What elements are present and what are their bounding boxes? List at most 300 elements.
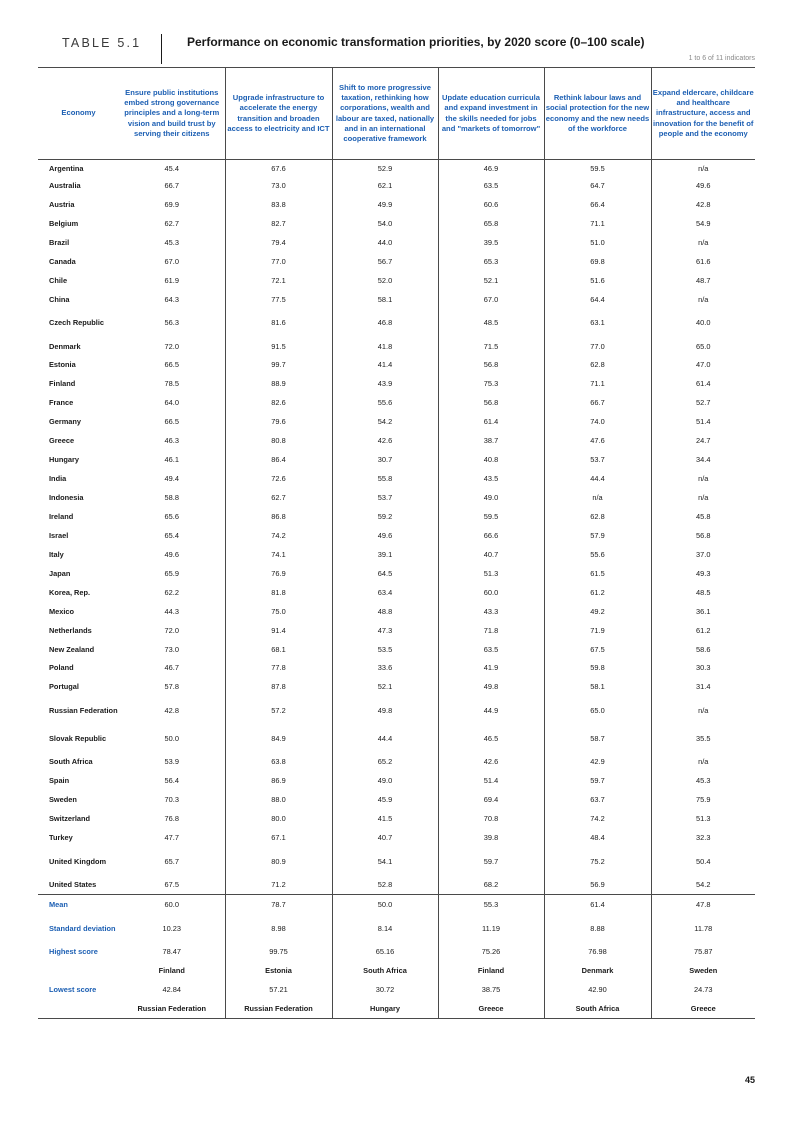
- score-cell: 45.9: [332, 790, 438, 809]
- score-cell: 49.9: [332, 195, 438, 214]
- table-row: [38, 526, 755, 545]
- score-cell: 62.2: [164, 587, 179, 597]
- score-cell: 56.7: [332, 252, 438, 271]
- score-cell: 49.8: [332, 696, 438, 724]
- score-cell: 53.9: [164, 757, 179, 767]
- table-body: [38, 160, 755, 1019]
- economy-name: Belgium: [49, 218, 79, 228]
- score-cell: 46.1: [164, 455, 179, 465]
- score-cell: 46.8: [332, 309, 438, 337]
- score-cell: 63.4: [332, 583, 438, 602]
- score-cell: 35.5: [651, 724, 755, 752]
- economy-name: Czech Republic: [49, 318, 105, 328]
- score-cell: 73.0: [164, 644, 179, 654]
- score-cell: 67.6: [225, 160, 332, 177]
- table-row: [38, 176, 755, 195]
- score-cell: 41.5: [332, 809, 438, 828]
- score-cell: 49.6: [164, 549, 179, 559]
- score-cell: 52.8: [332, 875, 438, 894]
- score-cell: 49.0: [438, 488, 544, 507]
- lowest-economy: Hungary: [332, 999, 438, 1019]
- table-row: [38, 488, 755, 507]
- score-cell: 70.3: [164, 795, 179, 805]
- score-cell: 38.7: [438, 431, 544, 450]
- score-cell: 44.4: [332, 724, 438, 752]
- economy-name: Indonesia: [49, 493, 84, 503]
- score-cell: 65.2: [332, 752, 438, 771]
- table-row: [38, 564, 755, 583]
- highest-value: 65.16: [332, 943, 438, 962]
- score-cell: 41.9: [438, 659, 544, 678]
- column-header-taxation: Shift to more progressive taxation, rethinking how corporations, wealth and labour are taxed, nationally and in an international cooperative framework: [332, 68, 438, 160]
- score-cell: 59.7: [544, 771, 651, 790]
- economy-name: Spain: [49, 776, 70, 786]
- score-cell: 71.2: [225, 875, 332, 894]
- table-row: [38, 412, 755, 431]
- score-cell: 86.9: [225, 771, 332, 790]
- score-cell: 73.0: [225, 176, 332, 195]
- economy-name: Brazil: [49, 237, 70, 247]
- highest-row: [38, 943, 755, 962]
- score-cell: 49.6: [332, 526, 438, 545]
- score-cell: 72.0: [164, 341, 179, 351]
- score-cell: 46.5: [438, 724, 544, 752]
- economy-name: Argentina: [49, 163, 84, 173]
- table-row: [38, 602, 755, 621]
- economy-name: Sweden: [49, 795, 77, 805]
- table-row: [38, 469, 755, 488]
- score-cell: 48.5: [651, 583, 755, 602]
- economy-name: Hungary: [49, 455, 79, 465]
- std-value: 8.88: [544, 914, 651, 943]
- score-cell: 48.8: [332, 602, 438, 621]
- economy-name: Ireland: [49, 511, 74, 521]
- score-cell: 86.4: [225, 450, 332, 469]
- score-cell: 65.6: [164, 511, 179, 521]
- header-row: [38, 68, 755, 160]
- score-cell: 48.7: [651, 271, 755, 290]
- score-cell: 58.7: [544, 724, 651, 752]
- economy-name: Switzerland: [49, 814, 91, 824]
- title-divider: [161, 34, 162, 64]
- table-label: TABLE 5.1: [62, 36, 142, 50]
- score-cell: 80.9: [225, 847, 332, 875]
- score-cell: 66.4: [544, 195, 651, 214]
- table-row: [38, 583, 755, 602]
- score-cell: 30.3: [651, 659, 755, 678]
- scores-table: [38, 67, 755, 1019]
- score-cell: 68.2: [438, 875, 544, 894]
- score-cell: 87.8: [225, 677, 332, 696]
- economy-name: Estonia: [49, 360, 76, 370]
- score-cell: 49.2: [544, 602, 651, 621]
- table-row: [38, 271, 755, 290]
- score-cell: 72.1: [225, 271, 332, 290]
- page-title: Performance on economic transformation priorities, by 2020 score (0–100 scale): [187, 35, 645, 49]
- score-cell: 81.8: [225, 583, 332, 602]
- score-cell: 69.4: [438, 790, 544, 809]
- score-cell: 42.9: [544, 752, 651, 771]
- score-cell: 62.7: [164, 218, 179, 228]
- score-cell: 61.6: [651, 252, 755, 271]
- score-cell: 52.0: [332, 271, 438, 290]
- highest-economy: Denmark: [544, 961, 651, 980]
- table-row: [38, 214, 755, 233]
- score-cell: 67.1: [225, 828, 332, 847]
- score-cell: 53.5: [332, 640, 438, 659]
- score-cell: 72.6: [225, 469, 332, 488]
- score-cell: n/a: [651, 233, 755, 252]
- score-cell: 82.7: [225, 214, 332, 233]
- score-cell: 57.2: [225, 696, 332, 724]
- score-cell: 39.5: [438, 233, 544, 252]
- score-cell: 43.3: [438, 602, 544, 621]
- score-cell: 71.1: [544, 374, 651, 393]
- table-row: [38, 507, 755, 526]
- score-cell: 51.3: [438, 564, 544, 583]
- economy-name: Netherlands: [49, 625, 92, 635]
- score-cell: 42.8: [164, 705, 179, 715]
- table-row: [38, 252, 755, 271]
- score-cell: 75.9: [651, 790, 755, 809]
- table-row: [38, 677, 755, 696]
- score-cell: 58.1: [544, 677, 651, 696]
- page-number: 45: [744, 1075, 755, 1085]
- highest-economy: Estonia: [225, 961, 332, 980]
- std-value: 8.14: [332, 914, 438, 943]
- score-cell: 61.2: [651, 621, 755, 640]
- score-cell: 51.4: [651, 412, 755, 431]
- highest-economy: Finland: [438, 961, 544, 980]
- score-cell: 65.0: [651, 337, 755, 356]
- score-cell: 44.4: [544, 469, 651, 488]
- economy-name: Canada: [49, 256, 76, 266]
- score-cell: 49.0: [332, 771, 438, 790]
- score-cell: 42.6: [332, 431, 438, 450]
- score-cell: 65.0: [544, 696, 651, 724]
- economy-name: Chile: [49, 275, 68, 285]
- score-cell: 61.2: [544, 583, 651, 602]
- score-cell: 31.4: [651, 677, 755, 696]
- economy-name: Israel: [49, 530, 69, 540]
- score-cell: 75.0: [225, 602, 332, 621]
- std-value: 11.78: [651, 914, 755, 943]
- score-cell: 69.9: [164, 199, 179, 209]
- score-cell: 60.0: [438, 583, 544, 602]
- lowest-value: 24.73: [651, 980, 755, 999]
- mean-value: 78.7: [225, 895, 332, 914]
- score-cell: n/a: [651, 160, 755, 177]
- lowest-value: 42.84: [162, 984, 181, 994]
- economy-name: Portugal: [49, 682, 79, 692]
- score-cell: 45.8: [651, 507, 755, 526]
- score-cell: 54.0: [332, 214, 438, 233]
- score-cell: 53.7: [332, 488, 438, 507]
- score-cell: 64.5: [332, 564, 438, 583]
- score-cell: 53.7: [544, 450, 651, 469]
- economy-name: Finland: [49, 379, 76, 389]
- table-row: [38, 696, 755, 724]
- score-cell: 63.1: [544, 309, 651, 337]
- score-cell: 47.0: [651, 356, 755, 375]
- highest-economy: South Africa: [332, 961, 438, 980]
- economy-name: Turkey: [49, 833, 73, 843]
- score-cell: 67.5: [119, 875, 225, 894]
- score-cell: 30.7: [332, 450, 438, 469]
- score-cell: 58.1: [332, 290, 438, 309]
- economy-name: India: [49, 474, 67, 484]
- score-cell: 79.6: [225, 412, 332, 431]
- score-cell: 36.1: [651, 602, 755, 621]
- std-value: 11.19: [438, 914, 544, 943]
- score-cell: 51.6: [544, 271, 651, 290]
- economy-name: Australia: [49, 180, 81, 190]
- table-row: [38, 640, 755, 659]
- score-cell: 72.0: [164, 625, 179, 635]
- highest-economy-spacer: [38, 961, 119, 980]
- economy-name: Slovak Republic: [49, 733, 107, 743]
- table-row: [38, 337, 755, 356]
- score-cell: 43.9: [332, 374, 438, 393]
- score-cell: 52.1: [438, 271, 544, 290]
- score-cell: 77.0: [544, 337, 651, 356]
- economy-name: United States: [38, 875, 119, 894]
- score-cell: 32.3: [651, 828, 755, 847]
- score-cell: 57.8: [164, 682, 179, 692]
- score-cell: 42.6: [438, 752, 544, 771]
- lowest-row: [38, 980, 755, 999]
- score-cell: 88.9: [225, 374, 332, 393]
- score-cell: 66.5: [164, 360, 179, 370]
- score-cell: 62.8: [544, 356, 651, 375]
- table-row: [38, 450, 755, 469]
- score-cell: 49.8: [438, 677, 544, 696]
- score-cell: 44.0: [332, 233, 438, 252]
- table-row: [38, 393, 755, 412]
- score-cell: 40.7: [332, 828, 438, 847]
- mean-value: 47.8: [651, 895, 755, 914]
- score-cell: 88.0: [225, 790, 332, 809]
- score-cell: 64.0: [164, 398, 179, 408]
- score-cell: 71.5: [438, 337, 544, 356]
- score-cell: 49.3: [651, 564, 755, 583]
- score-cell: n/a: [544, 488, 651, 507]
- score-cell: 62.8: [544, 507, 651, 526]
- score-cell: 51.3: [651, 809, 755, 828]
- score-cell: 61.4: [651, 374, 755, 393]
- mean-row: [38, 895, 755, 914]
- mean-value: 55.3: [438, 895, 544, 914]
- score-cell: 39.8: [438, 828, 544, 847]
- score-cell: 67.5: [544, 640, 651, 659]
- economy-name: Poland: [49, 663, 74, 673]
- highest-label: Highest score: [49, 947, 98, 957]
- score-cell: 54.2: [332, 412, 438, 431]
- score-cell: n/a: [651, 290, 755, 309]
- score-cell: 39.1: [332, 545, 438, 564]
- table-row: [38, 160, 755, 177]
- score-cell: 24.7: [651, 431, 755, 450]
- score-cell: 83.8: [225, 195, 332, 214]
- economy-name: Korea, Rep.: [49, 587, 91, 597]
- table-row: [38, 545, 755, 564]
- score-cell: 46.9: [438, 160, 544, 177]
- table-row: [38, 771, 755, 790]
- score-cell: 54.2: [651, 875, 755, 894]
- score-cell: 56.3: [164, 318, 179, 328]
- economy-name: Germany: [49, 417, 82, 427]
- score-cell: 77.8: [225, 659, 332, 678]
- score-cell: 40.7: [438, 545, 544, 564]
- score-cell: 50.4: [651, 847, 755, 875]
- score-cell: 64.7: [544, 176, 651, 195]
- indicator-note: 1 to 6 of 11 indicators: [688, 55, 755, 62]
- score-cell: 55.6: [332, 393, 438, 412]
- column-header-governance: Ensure public institutions embed strong governance principles and a long-term vision and build trust by serving their citizens: [119, 68, 225, 160]
- score-cell: 45.3: [651, 771, 755, 790]
- economy-name: China: [49, 294, 70, 304]
- score-cell: 55.6: [544, 545, 651, 564]
- score-cell: 51.0: [544, 233, 651, 252]
- score-cell: 45.4: [164, 163, 179, 173]
- score-cell: 33.6: [332, 659, 438, 678]
- table-row: [38, 356, 755, 375]
- std-label: Standard deviation: [49, 923, 116, 933]
- column-header-education: Update education curricula and expand investment in the skills needed for jobs and "markets of tomorrow": [438, 68, 544, 160]
- score-cell: 76.8: [164, 814, 179, 824]
- score-cell: 61.9: [164, 275, 179, 285]
- score-cell: 58.6: [651, 640, 755, 659]
- score-cell: 78.5: [164, 379, 179, 389]
- score-cell: 75.2: [544, 847, 651, 875]
- economy-name: Russian Federation: [49, 705, 118, 715]
- score-cell: 61.4: [438, 412, 544, 431]
- score-cell: 43.5: [438, 469, 544, 488]
- score-cell: 57.9: [544, 526, 651, 545]
- score-cell: 86.8: [225, 507, 332, 526]
- lowest-value: 57.21: [225, 980, 332, 999]
- score-cell: 65.8: [438, 214, 544, 233]
- score-cell: 60.6: [438, 195, 544, 214]
- score-cell: 59.8: [544, 659, 651, 678]
- highest-value: 75.87: [651, 943, 755, 962]
- score-cell: 48.4: [544, 828, 651, 847]
- column-header-infrastructure: Upgrade infrastructure to accelerate the energy transition and broaden access to electricity and ICT: [225, 68, 332, 160]
- lowest-value: 30.72: [332, 980, 438, 999]
- table-row: [38, 195, 755, 214]
- economy-name: New Zealand: [49, 644, 95, 654]
- score-cell: 74.0: [544, 412, 651, 431]
- score-cell: 66.6: [438, 526, 544, 545]
- score-cell: 65.3: [438, 252, 544, 271]
- score-cell: 37.0: [651, 545, 755, 564]
- score-cell: 74.1: [225, 545, 332, 564]
- score-cell: 67.0: [438, 290, 544, 309]
- column-header-labour: Rethink labour laws and social protection for the new economy and the new needs of the workforce: [544, 68, 651, 160]
- lowest-economy: South Africa: [544, 999, 651, 1019]
- column-header-care: Expand eldercare, childcare and healthcare infrastructure, access and innovation for the benefit of people and the economy: [651, 68, 755, 160]
- score-cell: 74.2: [225, 526, 332, 545]
- score-cell: 40.8: [438, 450, 544, 469]
- score-cell: 99.7: [225, 356, 332, 375]
- score-cell: 91.4: [225, 621, 332, 640]
- score-cell: 59.5: [544, 160, 651, 177]
- score-cell: 66.7: [164, 180, 179, 190]
- score-cell: 66.5: [164, 417, 179, 427]
- table-row: [38, 875, 755, 894]
- highest-economy: Sweden: [651, 961, 755, 980]
- score-cell: 63.7: [544, 790, 651, 809]
- economy-name: United Kingdom: [49, 856, 107, 866]
- lowest-economy: Russian Federation: [225, 999, 332, 1019]
- score-cell: 76.9: [225, 564, 332, 583]
- score-cell: 59.7: [438, 847, 544, 875]
- economy-name: Austria: [49, 199, 75, 209]
- score-cell: 55.8: [332, 469, 438, 488]
- economy-name: France: [49, 398, 74, 408]
- table-row: [38, 659, 755, 678]
- score-cell: 52.7: [651, 393, 755, 412]
- score-cell: n/a: [651, 469, 755, 488]
- score-cell: n/a: [651, 696, 755, 724]
- score-cell: 65.4: [164, 530, 179, 540]
- highest-value: 99.75: [225, 943, 332, 962]
- score-cell: 48.5: [438, 309, 544, 337]
- mean-value: 60.0: [164, 899, 179, 909]
- economy-name: Greece: [49, 436, 75, 446]
- table-row: [38, 724, 755, 752]
- table-row: [38, 431, 755, 450]
- table-row: [38, 828, 755, 847]
- score-cell: 49.4: [164, 474, 179, 484]
- lowest-label: Lowest score: [49, 984, 97, 994]
- std-value: 8.98: [225, 914, 332, 943]
- score-cell: 79.4: [225, 233, 332, 252]
- score-cell: 40.0: [651, 309, 755, 337]
- lowest-value: 38.75: [438, 980, 544, 999]
- score-cell: 62.1: [332, 176, 438, 195]
- score-cell: 67.0: [164, 256, 179, 266]
- score-cell: 47.6: [544, 431, 651, 450]
- std-row: [38, 914, 755, 943]
- score-cell: 56.8: [438, 356, 544, 375]
- score-cell: 70.8: [438, 809, 544, 828]
- table-row: [38, 809, 755, 828]
- score-cell: 56.9: [544, 875, 651, 894]
- highest-value: 78.47: [162, 947, 181, 957]
- lowest-economy-spacer: [38, 999, 119, 1019]
- highest-economy: Finland: [158, 966, 185, 975]
- score-cell: 52.9: [332, 160, 438, 177]
- score-cell: 71.1: [544, 214, 651, 233]
- score-cell: 74.2: [544, 809, 651, 828]
- score-cell: 71.9: [544, 621, 651, 640]
- score-cell: 45.3: [164, 237, 179, 247]
- lowest-economy: Greece: [651, 999, 755, 1019]
- highest-value: 75.26: [438, 943, 544, 962]
- score-cell: 47.3: [332, 621, 438, 640]
- score-cell: 41.8: [332, 337, 438, 356]
- score-cell: 61.5: [544, 564, 651, 583]
- score-cell: 82.6: [225, 393, 332, 412]
- score-cell: 63.8: [225, 752, 332, 771]
- economy-name: Mexico: [49, 606, 75, 616]
- column-header-economy: Economy: [38, 68, 119, 160]
- table-row: [38, 290, 755, 309]
- table-row: [38, 374, 755, 393]
- score-cell: 56.8: [651, 526, 755, 545]
- table-row: [38, 309, 755, 337]
